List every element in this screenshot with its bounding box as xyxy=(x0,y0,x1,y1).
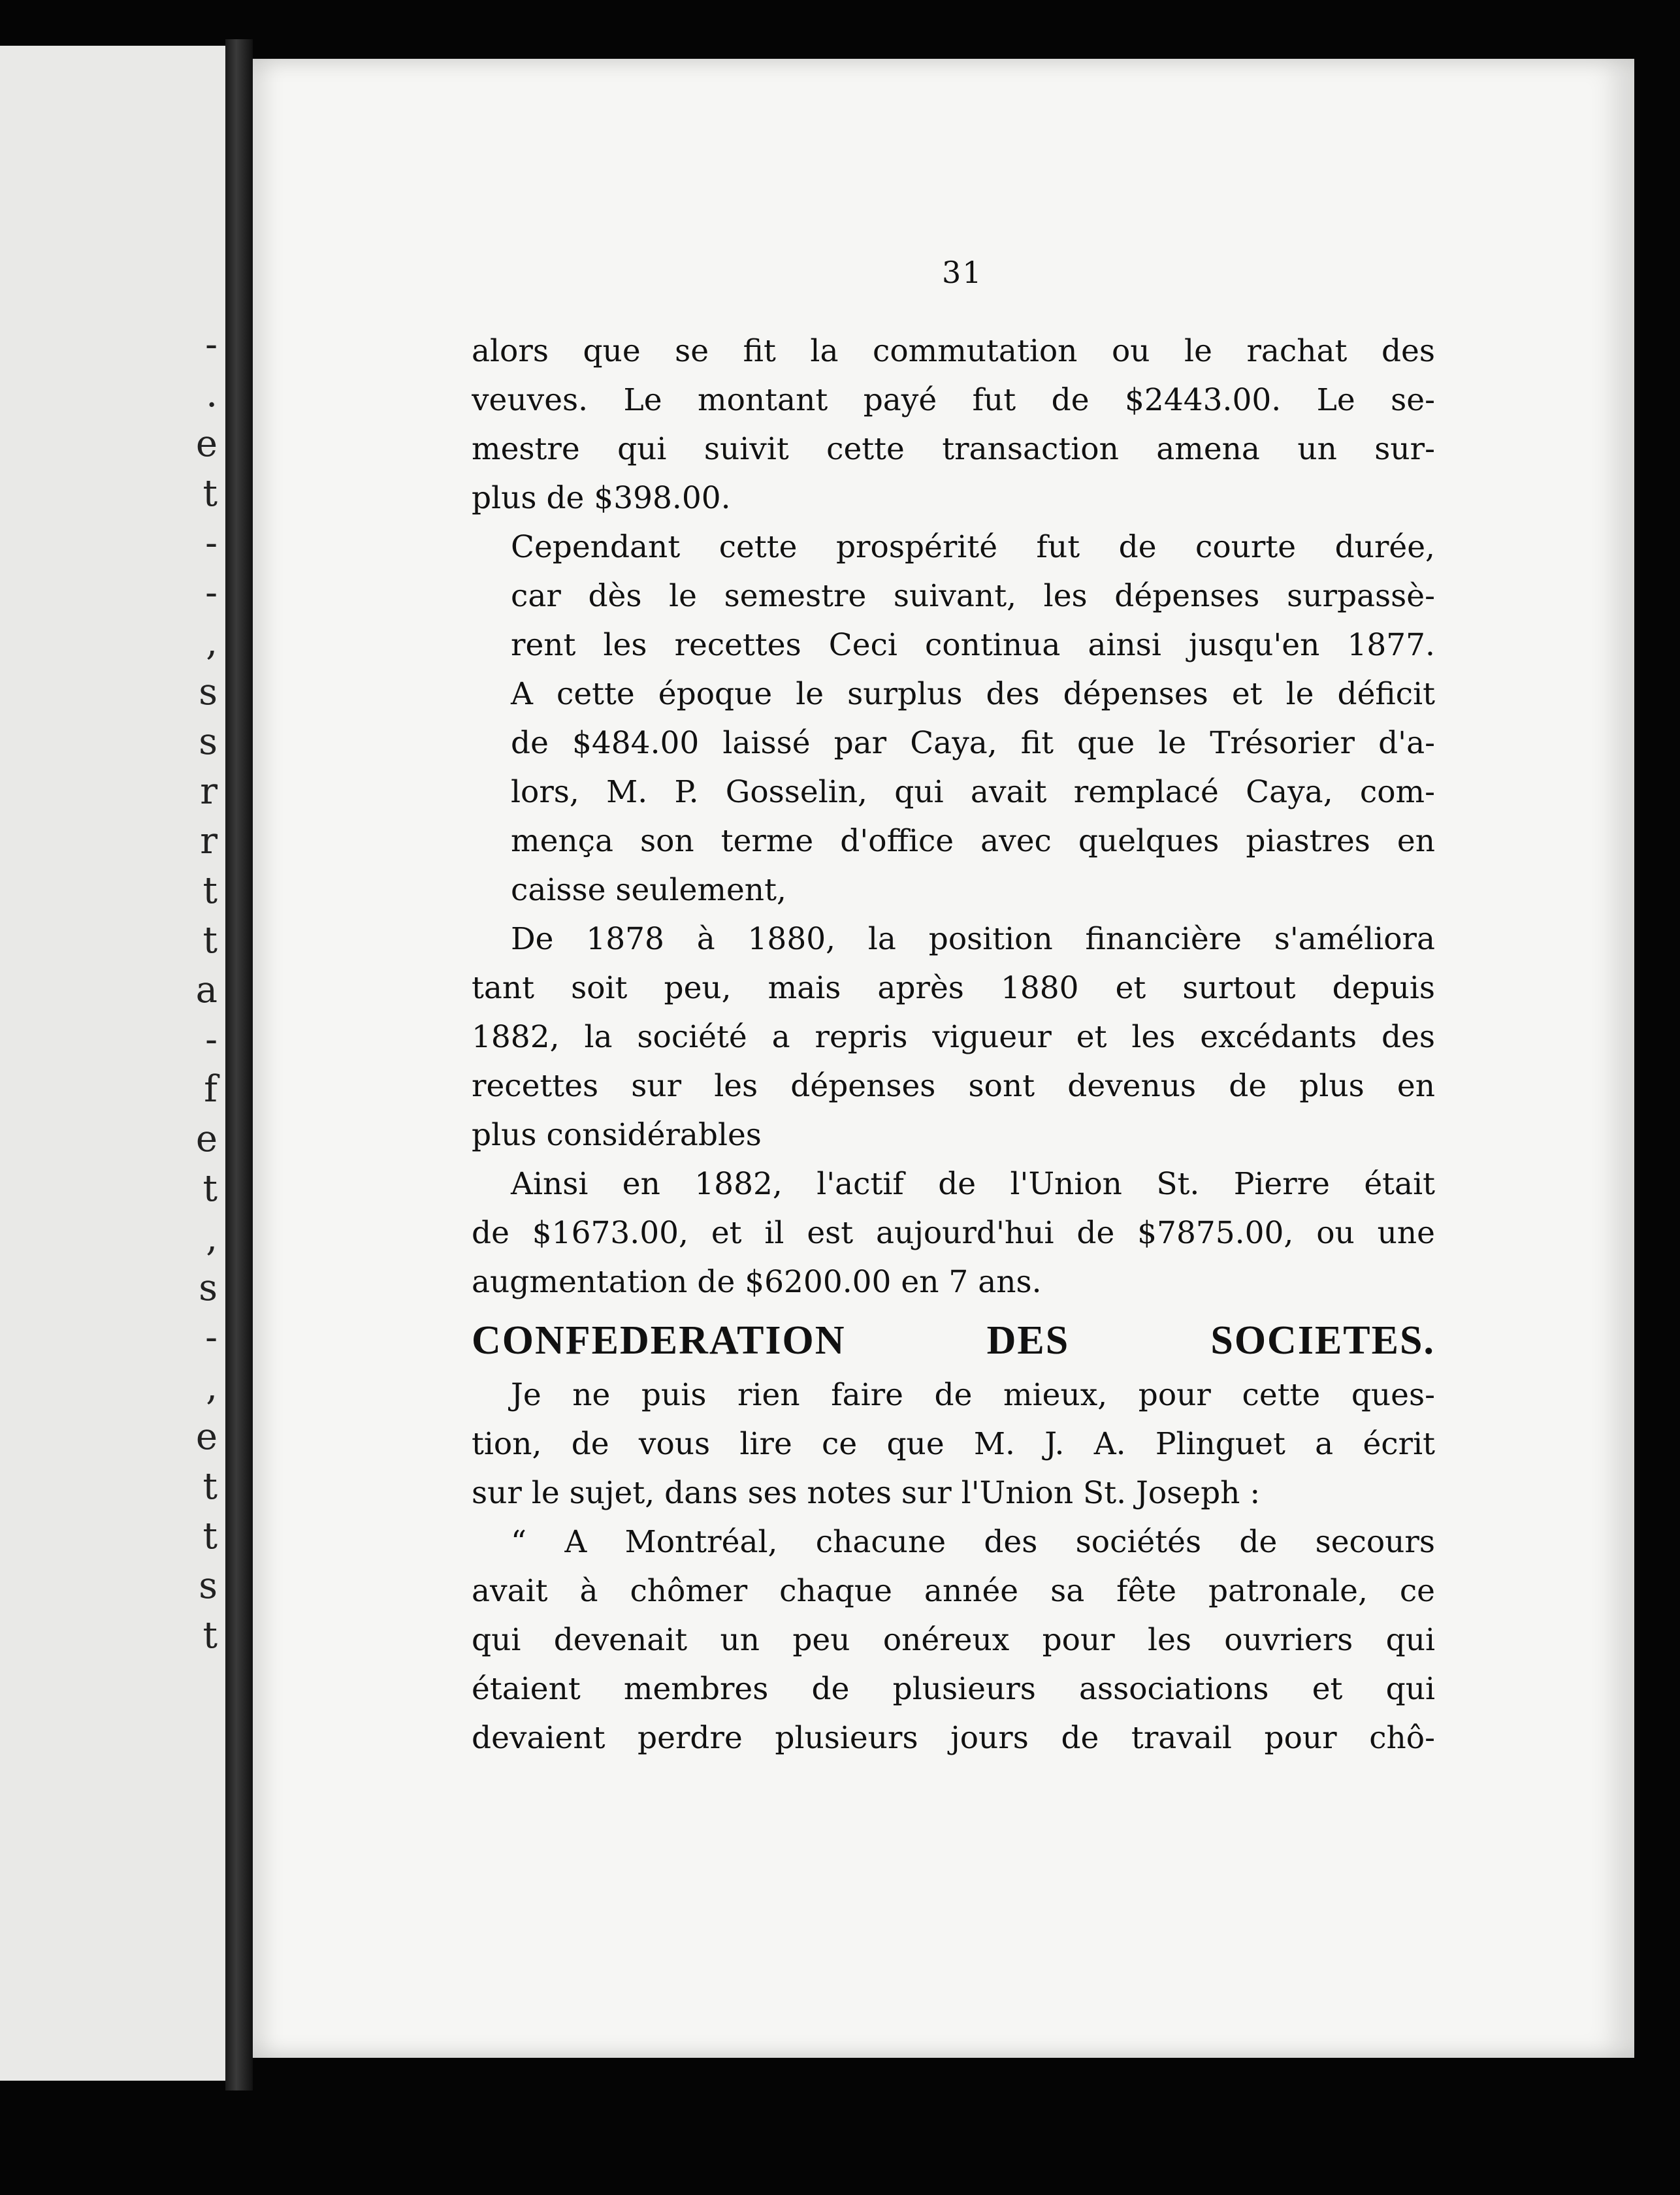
section-heading: CONFEDERATION DES SOCIETES. xyxy=(472,1318,1435,1363)
text-line: rent les recettes Ceci continua ainsi jusqu'en 1877. xyxy=(511,627,1435,663)
left-page-edge-char: , xyxy=(206,621,218,664)
text-line: Ainsi en 1882, l'actif de l'Union St. Pierre était xyxy=(511,1166,1435,1202)
facing-page-left xyxy=(0,46,228,2081)
text-line: étaient membres de plusieurs associations et qui xyxy=(472,1671,1435,1707)
left-page-edge-char: - xyxy=(205,323,218,366)
text-line: “ A Montréal, chacune des sociétés de secours xyxy=(511,1524,1435,1560)
left-page-edge-char: t xyxy=(202,870,218,912)
paragraph xyxy=(472,327,1435,523)
text-line: caisse seulement, xyxy=(511,872,786,908)
text-line: car dès le semestre suivant, les dépenses surpassè- xyxy=(511,578,1435,614)
left-page-edge-char: f xyxy=(204,1068,218,1111)
text-line: tant soit peu, mais après 1880 et surtout depuis xyxy=(472,970,1435,1006)
text-line: Je ne puis rien faire de mieux, pour cette ques- xyxy=(511,1377,1435,1413)
left-page-edge-char: s xyxy=(199,1267,218,1309)
left-page-edge-char: - xyxy=(205,522,218,564)
text-line: avait à chômer chaque année sa fête patronale, ce xyxy=(472,1573,1435,1609)
left-page-edge-char: t xyxy=(202,1167,218,1210)
left-page-edge-char: t xyxy=(202,1465,218,1508)
text-line: augmentation de $6200.00 en 7 ans. xyxy=(472,1264,1042,1300)
paragraph xyxy=(472,1160,1435,1307)
text-line: sur le sujet, dans ses notes sur l'Union St. Joseph : xyxy=(472,1475,1261,1511)
left-page-edge-char: - xyxy=(205,1018,218,1061)
document-page xyxy=(253,59,1634,2058)
left-page-edge-char: - xyxy=(205,572,218,614)
left-page-edge-char: t xyxy=(202,1614,218,1657)
text-line: De 1878 à 1880, la position financière s'améliora xyxy=(511,921,1435,957)
left-page-edge-char: r xyxy=(200,820,218,862)
left-page-edge-char: - xyxy=(205,1316,218,1359)
text-line: veuves. Le montant payé fut de $2443.00. Le se- xyxy=(472,382,1435,418)
left-page-edge-char: t xyxy=(202,1515,218,1557)
left-page-edge-char: , xyxy=(206,1366,218,1408)
text-line: recettes sur les dépenses sont devenus de plus en xyxy=(472,1068,1435,1104)
left-page-edge-char: s xyxy=(199,671,218,713)
paragraph xyxy=(472,523,1435,915)
text-line: mença son terme d'office avec quelques piastres en xyxy=(511,823,1435,859)
left-page-edge-char: e xyxy=(195,1118,218,1160)
left-page-edge-char: a xyxy=(195,969,218,1011)
left-page-edge-char: t xyxy=(202,919,218,962)
left-page-edge-char: e xyxy=(195,423,218,465)
text-line: de $1673.00, et il est aujourd'hui de $7875.00, ou une xyxy=(472,1215,1435,1251)
page-number: 31 xyxy=(942,255,983,290)
left-page-edge-char: e xyxy=(195,1416,218,1458)
text-line: A cette époque le surplus des dépenses et le déficit xyxy=(511,676,1435,712)
left-page-edge-char: s xyxy=(199,721,218,763)
paragraph xyxy=(472,915,1435,1160)
left-page-edge-char: t xyxy=(202,472,218,515)
left-page-edge-char: . xyxy=(206,373,218,415)
text-line: plus de $398.00. xyxy=(472,480,731,516)
paragraph xyxy=(472,1518,1435,1763)
text-line: tion, de vous lire ce que M. J. A. Plinguet a écrit xyxy=(472,1426,1435,1462)
text-line: lors, M. P. Gosselin, qui avait remplacé Caya, com- xyxy=(511,774,1435,810)
text-line: plus considérables xyxy=(472,1117,762,1153)
book-gutter xyxy=(225,39,253,2090)
text-line: Cependant cette prospérité fut de courte durée, xyxy=(511,529,1435,565)
text-line: qui devenait un peu onéreux pour les ouvriers qui xyxy=(472,1622,1435,1658)
text-line: devaient perdre plusieurs jours de travail pour chô- xyxy=(472,1720,1435,1756)
left-page-edge-char: , xyxy=(206,1217,218,1260)
left-page-edge-char: s xyxy=(199,1565,218,1607)
text-line: 1882, la société a repris vigueur et les excédants des xyxy=(472,1019,1435,1055)
text-line: de $484.00 laissé par Caya, fit que le Trésorier d'a- xyxy=(511,725,1435,761)
paragraph xyxy=(472,1371,1435,1518)
left-page-edge-char: r xyxy=(200,770,218,813)
text-line: mestre qui suivit cette transaction amena un sur- xyxy=(472,431,1435,467)
text-line: alors que se fit la commutation ou le rachat des xyxy=(472,333,1435,369)
body-text xyxy=(472,327,1435,1763)
